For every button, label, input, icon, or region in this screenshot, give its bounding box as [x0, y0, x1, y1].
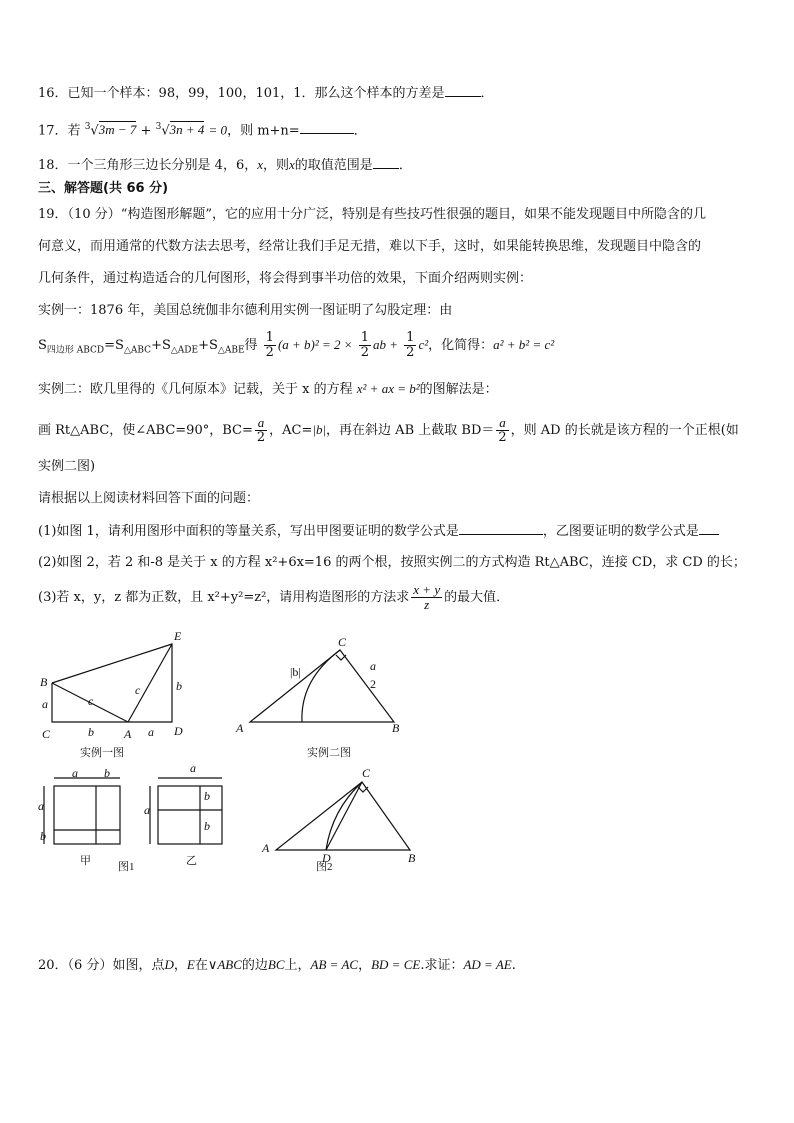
figure-yi [150, 778, 222, 844]
radical-sign: √ [161, 123, 170, 139]
q19-para-1: 19．（10 分）“构造图形解题”，它的应用十分广泛，特别是有些技巧性很强的题目，如果不能发现题目中所隐含的几 [38, 207, 707, 222]
label-b: b [204, 789, 210, 803]
example-2: 实例二：欧几里得的《几何原本》记载，关于 x 的方程 x² + ax = b²的图解法是： [38, 381, 498, 397]
label-C: C [42, 727, 51, 741]
label-a: a [42, 697, 48, 711]
label-a: a [148, 725, 154, 739]
label-C: C [338, 635, 347, 649]
fraction-half: $\frac{1}{2}$ [265, 330, 274, 360]
question-16: 16．已知一个样本：98，99，100，101，1．那么这个样本的方差是 ． [38, 86, 494, 101]
radical-sign: √ [90, 123, 99, 139]
sub-question-2: (2)如图 2，若 2 和-8 是关于 x 的方程 x²+6x=16 的两个根，按照实例二的方式构造 Rt△ABC，连接 CD，求 CD 的长； [38, 555, 746, 570]
label-D: D [322, 851, 331, 865]
question-17: 17．若 $^3$√3m − 7 + $^3$√3n + 4 = 0，则 m+n= ． [38, 122, 367, 139]
label-B: B [392, 721, 400, 735]
label-a: a [38, 799, 44, 813]
instruction: 请根据以上阅读材料回答下面的问题： [38, 491, 260, 506]
question-18: 18．一个三角形三边长分别是 4，6，x，则x的取值范围是 ． [38, 157, 412, 173]
example-1: 实例一：1876 年，美国总统伽非尔德利用实例一图证明了勾股定理：由 [38, 303, 453, 318]
label-c: c [135, 683, 141, 697]
q16-text: 16．已知一个样本：98，99，100，101，1．那么这个样本的方差是 [38, 86, 445, 101]
example-2-construction: 画 Rt△ABC，使∠ABC=90°，BC= $\frac{a}{2}$ ，AC=|b|，再在斜边 AB 上截取 BD＝ $\frac{a}{2}$ ，则 AD 的长就是该方程的一个正根(如 [38, 415, 739, 445]
fraction-xy-over-z: $\frac{x + y}{z}$ [413, 582, 441, 612]
label-C: C [362, 766, 371, 780]
label-A: A [236, 721, 244, 735]
label-b: b [40, 829, 46, 843]
label-c: c [88, 694, 94, 708]
label-b: b [104, 766, 110, 780]
fraction-half: $\frac{1}{2}$ [406, 330, 415, 360]
caption-example-2: 实例二图 [307, 747, 351, 759]
example-1-formula: $S_{四边形 ABCD}=S_{\triangle ABC}+S_{\triangle ADE}+S_{\triangle ABE}$得 $\frac{1}{2}$ (a + b)² = 2 × $\frac{1}{2}$ ab + $\frac{1}{2}$ c²，化简得：a² + b² = c² [38, 330, 555, 360]
sub-question-3: (3)若 x，y，z 都为正数，且 x²+y²=z²，请用构造图形的方法求 $\frac{x + y}{z}$ 的最大值． [38, 582, 510, 612]
example-1-figure [52, 644, 172, 722]
label-A: A [262, 841, 270, 855]
question-20: 20．（6 分）如图，点D，E在∨ABC的边BC上，AB = AC，BD = CE.求证：AD = AE. [38, 957, 516, 973]
q19-para-2: 何意义，而用通常的代数方法去思考，经常让我们手足无措，难以下手，这时，如果能转换思维，发现题目中隐含的 [38, 239, 702, 254]
label-half-2: 2 [370, 677, 376, 691]
example-2-ref: 实例二图) [38, 459, 96, 474]
sub-question-1: (1)如图 1，请利用图形中面积的等量关系，写出甲图要证明的数学公式是 ，乙图要证明的数学公式是 [38, 522, 719, 541]
radicand-2: 3n + 4 [169, 122, 205, 138]
figure-jia [44, 778, 120, 844]
caption-yi: 乙 [186, 855, 197, 867]
label-B: B [40, 675, 48, 689]
label-abs-b: |b| [290, 665, 301, 679]
radicand-1: 3m − 7 [98, 122, 137, 138]
q19-para-3: 几何条件，通过构造适合的几何图形，将会得到事半功倍的效果，下面介绍两则实例： [38, 271, 533, 286]
label-half-a: a [370, 659, 376, 673]
caption-example-1: 实例一图 [80, 747, 124, 759]
label-A: A [124, 727, 132, 741]
label-E: E [174, 629, 182, 643]
label-a: a [72, 766, 78, 780]
fraction-a-over-2: $\frac{a}{2}$ [256, 415, 266, 445]
fraction-a-over-2: $\frac{a}{2}$ [498, 415, 507, 445]
caption-fig2: 图2 [316, 861, 333, 873]
caption-jia: 甲 [80, 855, 91, 867]
label-b: b [88, 725, 94, 739]
label-b: b [204, 819, 210, 833]
fraction-half: $\frac{1}{2}$ [360, 330, 369, 360]
figure-2 [276, 782, 410, 850]
label-B: B [408, 851, 416, 865]
label-a: a [144, 803, 150, 817]
section-heading: 三、解答题(共 66 分) [38, 181, 169, 196]
label-b: b [176, 679, 182, 693]
label-a: a [190, 761, 196, 775]
caption-fig1: 图1 [118, 861, 135, 873]
label-D: D [174, 724, 183, 738]
